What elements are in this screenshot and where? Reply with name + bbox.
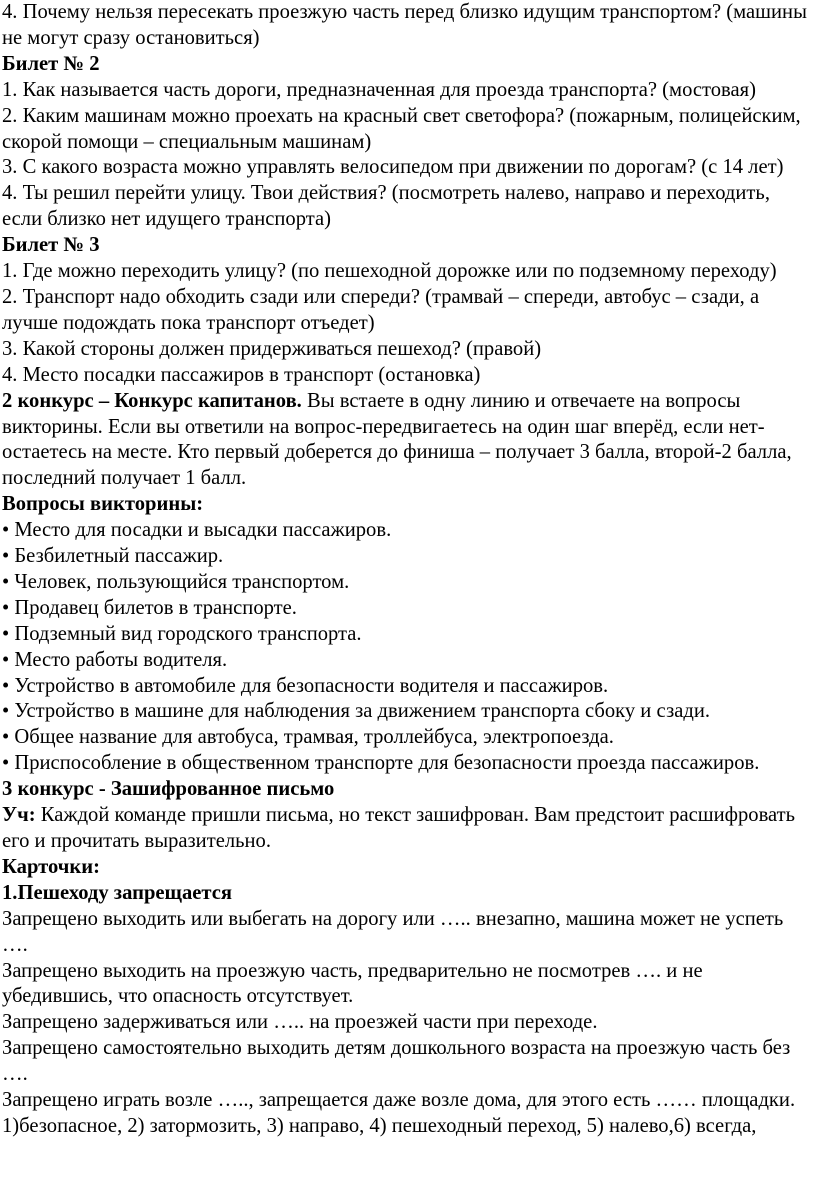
teacher-paragraph bbox=[2, 803, 810, 855]
contest-3-heading: 3 конкурс - Зашифрованное письмо bbox=[2, 778, 335, 801]
teacher-label: Уч: bbox=[2, 804, 36, 827]
ticket2-question-1: 1. Как называется часть дороги, предназначенная для проезда транспорта? (мостовая) bbox=[2, 78, 756, 101]
quiz-item: • Место для посадки и высадки пассажиров. bbox=[2, 519, 392, 542]
contest-2-title: 2 конкурс – Конкурс капитанов. bbox=[2, 389, 302, 412]
ticket-3-heading: Билет № 3 bbox=[2, 234, 100, 257]
teacher-text: Каждой команде пришли письма, но текст зашифрован. Вам предстоит расшифровать его и прочитать выразительно. bbox=[2, 804, 796, 852]
quiz-item: • Устройство в автомобиле для безопасности водителя и пассажиров. bbox=[2, 674, 609, 697]
contest-2-text: Вы встаете в одну линию и отвечаете на вопросы викторины. Если вы ответили на вопрос-передвигаетесь на один шаг вперёд, если нет-остаетесь на месте. Кто первый доберется до финиша – получает 3 балла, второй-2 балла, последний получает 1 балл. bbox=[2, 389, 792, 490]
ticket3-question-3: 3. Какой стороны должен придерживаться пешеход? (правой) bbox=[2, 337, 542, 360]
ticket2-question-2: 2. Каким машинам можно проехать на красный свет светофора? (пожарным, полицейским, скорой помощи – специальным машинам) bbox=[2, 104, 801, 153]
quiz-item: • Общее название для автобуса, трамвая, троллейбуса, электропоезда. bbox=[2, 726, 614, 749]
cards-heading: Карточки: bbox=[2, 855, 100, 878]
ticket2-question-4: 4. Ты решил перейти улицу. Твои действия? (посмотреть налево, направо и переходить, если близко нет идущего транспорта) bbox=[2, 182, 770, 231]
quiz-item: • Безбилетный пассажир. bbox=[2, 545, 224, 568]
card-1-line: Запрещено выходить на проезжую часть, предварительно не посмотрев …. и не убедившись, что опасность отсутствует. bbox=[2, 959, 703, 1008]
card-1-line: 1)безопасное, 2) затормозить, 3) направо, 4) пешеходный переход, 5) налево,6) всегда, bbox=[2, 1114, 757, 1137]
contest-2-paragraph bbox=[2, 389, 810, 493]
card-1-line: Запрещено играть возле ….., запрещается даже возле дома, для этого есть …… площадки. bbox=[2, 1089, 796, 1112]
ticket3-question-2: 2. Транспорт надо обходить сзади или спереди? (трамвай – спереди, автобус – сзади, а лучше подождать пока транспорт отъедет) bbox=[2, 285, 760, 334]
quiz-item: • Человек, пользующийся транспортом. bbox=[2, 570, 350, 593]
card-1-line: Запрещено задерживаться или ….. на проезжей части при переходе. bbox=[2, 1011, 598, 1034]
quiz-questions-heading: Вопросы викторины: bbox=[2, 493, 204, 516]
ticket2-question-3: 3. С какого возраста можно управлять велосипедом при движении по дорогам? (с 14 лет) bbox=[2, 156, 784, 179]
ticket1-question-4: 4. Почему нельзя пересекать проезжую часть перед близко идущим транспортом? (машины не могут сразу остановиться) bbox=[2, 1, 807, 49]
quiz-item: • Приспособление в общественном транспорте для безопасности проезда пассажиров. bbox=[2, 752, 760, 775]
card-1-heading: 1.Пешеходу запрещается bbox=[2, 881, 233, 904]
ticket3-question-1: 1. Где можно переходить улицу? (по пешеходной дорожке или по подземному переходу) bbox=[2, 260, 777, 283]
ticket3-question-4: 4. Место посадки пассажиров в транспорт (остановка) bbox=[2, 363, 481, 386]
card-1-line: Запрещено самостоятельно выходить детям дошкольного возраста на проезжую часть без …. bbox=[2, 1037, 791, 1086]
quiz-item: • Подземный вид городского транспорта. bbox=[2, 622, 362, 645]
quiz-item: • Устройство в машине для наблюдения за движением транспорта сбоку и сзади. bbox=[2, 700, 711, 723]
quiz-item: • Место работы водителя. bbox=[2, 648, 228, 671]
card-1-line: Запрещено выходить или выбегать на дорогу или ….. внезапно, машина может не успеть …. bbox=[2, 907, 784, 956]
ticket-2-heading: Билет № 2 bbox=[2, 52, 100, 75]
quiz-item: • Продавец билетов в транспорте. bbox=[2, 596, 297, 619]
